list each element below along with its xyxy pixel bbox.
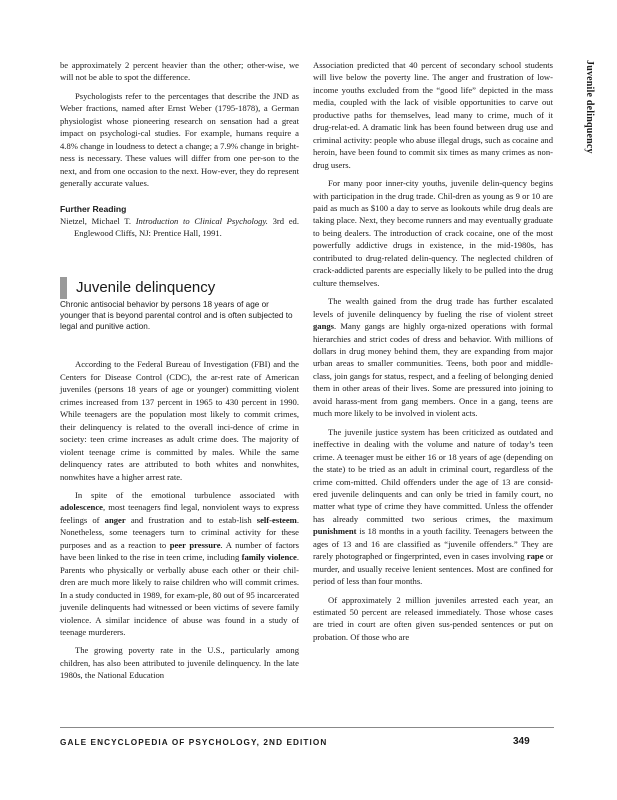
paragraph: For many poor inner-city youths, juvenile delin-quency begins with participation in the drug trade. Chil-dren as young as 9 or 10 are paid as much as $100 a day to serve as lookouts while drug deals are taking place. Next, they become runners and may eventually graduate to being dealers. The introduction of crack cocaine, one of the most powerfully addictive drugs in existence, in the mid-1980s, has contributed to drug-related delin-quency. The neglected children of crack-addicted parents are especially likely to be pulled into the drug culture themselves. (313, 178, 553, 288)
paragraph: The juvenile justice system has been criticized as outdated and ineffective in dealing with the volume and nature of today’s teen crime. A teenager must be either 16 or 18 years of age (depending on the state) to be tried as an adult in criminal court, regardless of the crime com-mitted. Child offenders under the age of 13 are consid-ered juvenile delinquents and can only be tried in family court, no matter what type of crime they have committed. Unless the offender has already committed two serious crimes, the maximum punishment is 18 months in a youth facility. Teenagers between the ages of 13 and 16 are classified as “juvenile offenders.” They are rarely photographed or fingerprinted, even in cases involving rape or murder, and usually receive lenient sentences. Most are confined for period of less than four months. (313, 426, 553, 587)
keyword: anger (104, 514, 126, 525)
entry-header (60, 275, 299, 332)
keyword: peer pressure (169, 539, 221, 550)
paragraph: Association predicted that 40 percent of secondary school students will live below the poverty line. The anger and frustration of low-income youths excluded from the “good life” depicted in the mass media, coupled with the lack of visible opportunities to carve out productive paths for themselves, lead many to crime, much of it drug-relat-ed. A dramatic link has been found between drug use and criminal activity: people who abuse illegal drugs, such as cocaine and heroin, have been found to commit six times as many crimes as non-drug users. (313, 60, 553, 170)
paragraph: Of approximately 2 million juveniles arrested each year, an estimated 50 percent are released immediately. Those whose cases are tried in court are often given sus-pended sentences or put on probation. Of those who are (313, 594, 553, 642)
keyword: adolescence (60, 502, 103, 513)
running-head: Juvenile delinquency (584, 60, 595, 154)
entry-marker-bar (60, 277, 67, 299)
entry-definition: Chronic antisocial behavior by persons 18 years of age or younger that is beyond parental control and is often subjected to legal and punitive action. (60, 300, 293, 332)
footer-rule (60, 727, 554, 728)
paragraph: Psychologists refer to the percentages that describe the JND as Weber fractions, named after Ernst Weber (1795-1878), a German physiologist whose pioneering research on sensation had a great impact on psychologi-cal studies. For example, humans require a 4.8% change in loudness to detect a change; a 7.9% change in bright-ness is necessary. These values will differ from one per-son to the next, and from one occasion to the next. How-ever, they do represent generally accurate values. (60, 90, 299, 189)
paragraph: The wealth gained from the drug trade has further escalated levels of juvenile delinquency by fueling the rise of violent street gangs. Many gangs are highly orga-nized operations with formal hierarchies and strict codes of dress and behavior. With millions of dollars in drug money behind them, they are expanding from major urban areas to smaller communities. Teens, both poor and middle-class, join gangs for status, respect, and a feeling of belonging denied them in other areas of their lives. Some are pressured into joining to avoid harass-ment from gang members. Once in a gang, teens are much more likely to be involved in violent acts. (313, 296, 553, 419)
keyword: rape (526, 551, 544, 562)
paragraph: be approximately 2 percent heavier than the other; other-wise, we will not be able to spot the difference. (60, 60, 299, 83)
paragraph: In spite of the emotional turbulence associated with adolescence, most teenagers find legal, nonviolent ways to express feelings of anger and frustration and to estab-lish self-esteem. Nonetheless, some teenagers turn to criminal activity for these purposes and as a reaction to peer pressure. A number of factors have been linked to the rise in teen crime, including family violence. Parents who physically or verbally abuse each other or their chil-dren are much more likely to raise children who will commit crimes. In a study conducted in 1989, for exam-ple, 80 out of 95 incarcerated juvenile delinquents had witnessed or been victims of severe family violence. A similar incidence of abuse was found in a study of teenage murderers. (60, 489, 300, 637)
reference-author: Nietzel, Michael T. (60, 215, 136, 226)
footer-publication: GALE ENCYCLOPEDIA OF PSYCHOLOGY, 2ND EDITION (60, 738, 328, 747)
keyword: punishment (313, 526, 357, 537)
keyword: self-esteem (256, 514, 297, 525)
reference-publication: 3rd ed. Englewood Cliffs, NJ: Prentice Hall, 1991. (74, 215, 299, 238)
right-column (313, 59, 553, 643)
paragraph: The growing poverty rate in the U.S., particularly among children, has also been attributed to juvenile delinquency. In the late 1980s, the National Education (60, 645, 299, 681)
further-reading-entry (60, 215, 299, 240)
entry-title: Juvenile delinquency (76, 279, 216, 297)
paragraph: According to the Federal Bureau of Investigation (FBI) and the Centers for Disease Control (CDC), the ar-rest rate of American juveniles (persons 18 years of age or younger) committing violent crimes increased from 137 percent in 1965 to 430 percent in 1990. While teenagers are the population most likely to commit crimes, their delinquency is related to the overall inci-dence of crime in society: teen crime increases as adult crime does. The majority of violent teenage crime is committed by males. While the same delinquency rates are attributed to both whites and nonwhites, nonwhites have a higher arrest rate. (60, 359, 299, 482)
left-column (60, 59, 299, 682)
keyword: family violence (241, 552, 297, 563)
page-number: 349 (513, 736, 530, 747)
reference-title: Introduction to Clinical Psychology. (135, 215, 268, 226)
further-reading-heading: Further Reading (60, 203, 127, 214)
keyword: gangs (313, 321, 335, 332)
